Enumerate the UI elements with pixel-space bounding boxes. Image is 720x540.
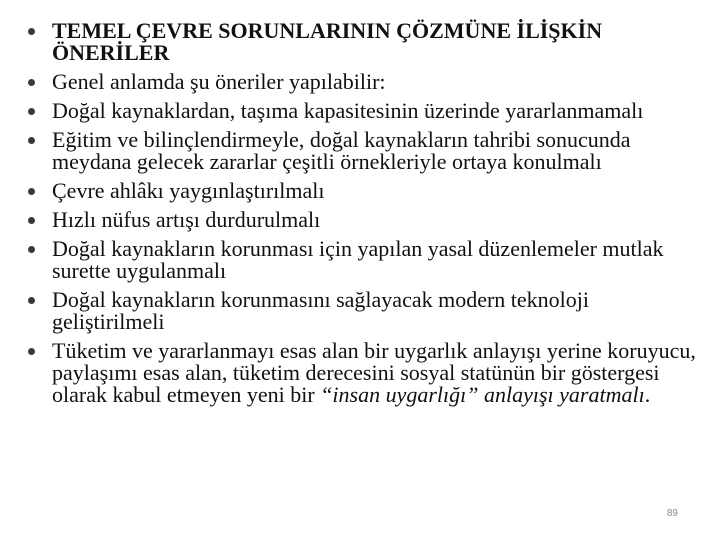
emphasized-phrase: “insan uygarlığı” anlayışı yaratmalı xyxy=(320,382,645,407)
list-item xyxy=(24,180,704,202)
bullet-icon xyxy=(28,108,35,115)
list-item-text: Genel anlamda şu öneriler yapılabilir: xyxy=(52,69,386,94)
page-number: 89 xyxy=(666,508,678,519)
bullet-icon xyxy=(28,348,35,355)
bullet-icon xyxy=(28,297,35,304)
bullet-icon xyxy=(28,28,35,35)
bullet-list xyxy=(24,20,704,413)
bullet-icon xyxy=(28,217,35,224)
bullet-icon xyxy=(28,246,35,253)
list-item xyxy=(24,289,704,333)
list-item-text: Hızlı nüfus artışı durdurulmalı xyxy=(52,207,321,232)
sentence-end: . xyxy=(644,382,651,407)
slide-title xyxy=(24,20,704,64)
list-item xyxy=(24,100,704,122)
bullet-icon xyxy=(28,188,35,195)
list-item-text: Doğal kaynaklardan, taşıma kapasitesinin üzerinde yararlanmamalı xyxy=(52,98,644,123)
list-item xyxy=(24,238,704,282)
bullet-icon xyxy=(28,137,35,144)
list-item-text: Çevre ahlâkı yaygınlaştırılmalı xyxy=(52,178,325,203)
list-item-text: Doğal kaynakların korunması için yapılan yasal düzenlemeler mutlak surette uygulanmalı xyxy=(52,236,664,283)
list-item xyxy=(24,209,704,231)
slide-title-text: TEMEL ÇEVRE SORUNLARININ ÇÖZMÜNE İLİŞKİN ÖNERİLER xyxy=(52,18,603,65)
list-item xyxy=(24,71,704,93)
bullet-icon xyxy=(28,79,35,86)
list-item xyxy=(24,129,704,173)
list-item-text: Tüketim ve yararlanmayı esas alan bir uygarlık anlayışı yerine koruyucu, paylaşımı esas alan, tüketim derecesini sosyal statünün bir göstergesi olarak kabul etmeyen yeni bir xyxy=(52,338,696,407)
list-item-text: Eğitim ve bilinçlendirmeyle, doğal kaynakların tahribi sonucunda meydana gelecek zararlar çeşitli örnekleriyle ortaya konulmalı xyxy=(52,127,631,174)
list-item-text: Doğal kaynakların korunmasını sağlayacak modern teknoloji geliştirilmeli xyxy=(52,287,590,334)
list-item xyxy=(24,340,704,406)
